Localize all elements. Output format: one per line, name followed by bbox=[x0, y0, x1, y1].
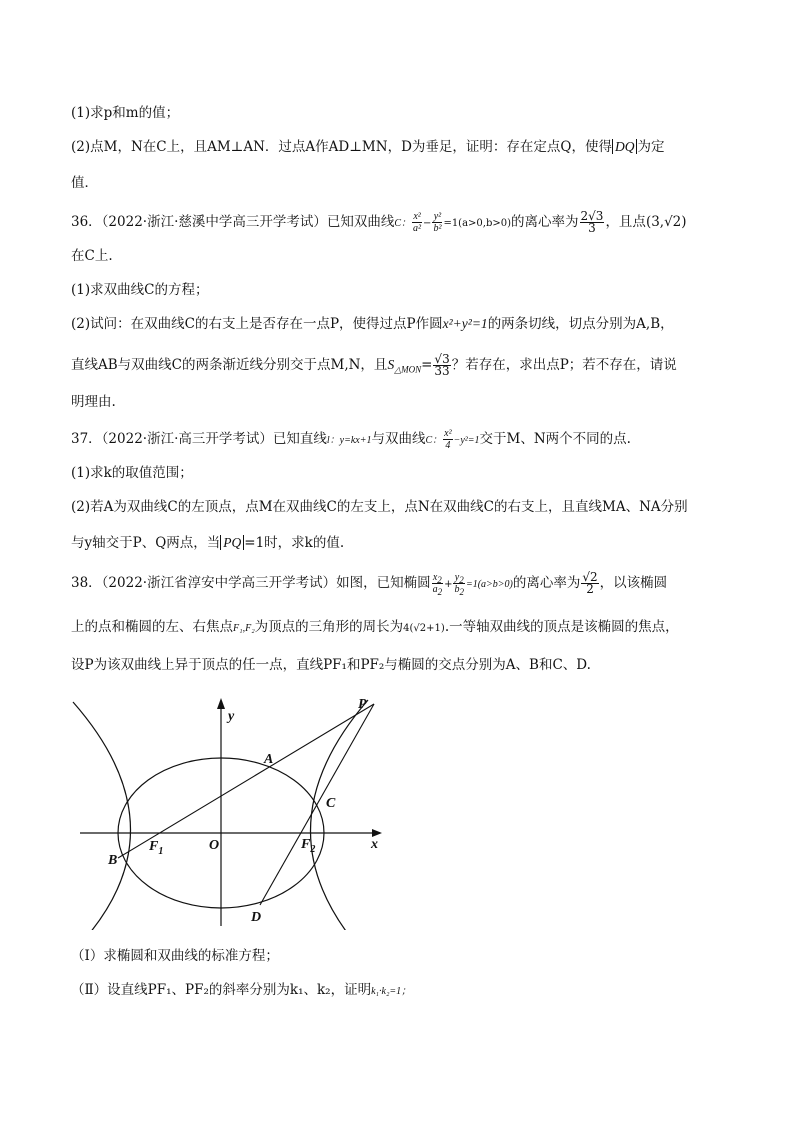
label-D: D bbox=[251, 910, 262, 925]
hyperbola-left-branch bbox=[73, 702, 131, 930]
q36-stem: 36．（2022·浙江·慈溪中学高三开学考试）已知双曲线C： $\frac{\text{x²}}{\text{a²}}$ − $\frac{\text{y²}}{\text{b²}}$ =1(a>0,b>0)的离心率为 $\frac{2√3}{3}$ ，且点(3,√2) bbox=[71, 209, 687, 235]
q38-figure bbox=[68, 690, 398, 930]
q35-part2: (2)点M，N在C上，且AM⊥AN．过点A作AD⊥MN，D为垂足，证明：存在定点Q，使得 DQ 为定 bbox=[71, 139, 665, 155]
label-F2: $F_2$ bbox=[301, 837, 316, 855]
q38-part2: （Ⅱ）设直线PF₁、PF₂的斜率分别为k₁、k₂，证明k₁·k₂=1； bbox=[71, 982, 412, 998]
q36-part2-cont: 直线AB与双曲线C的两条渐近线分别交于点M,N，且$S_{\triangle MON}=$ $\frac{√3}{33}$ ？若存在，求出点P；若不存在，请说 bbox=[71, 352, 677, 378]
label-A: A bbox=[264, 752, 274, 767]
label-y: y bbox=[228, 709, 235, 724]
q37-part1: (1)求k的取值范围； bbox=[71, 465, 193, 481]
q38-stem-line2: 上的点和椭圆的左、右焦点F₁,F₂为顶点的三角形的周长为4(√2+1).一等轴双曲线的顶点是该椭圆的焦点， bbox=[71, 619, 679, 635]
q35-part1: (1)求p和m的值； bbox=[71, 105, 180, 121]
label-x: x bbox=[371, 837, 378, 852]
hyperbola-right-branch bbox=[311, 700, 369, 930]
q36-part1: (1)求双曲线C的方程； bbox=[71, 282, 209, 298]
q36-part2-end: 明理由. bbox=[71, 394, 116, 410]
x-axis-arrow bbox=[372, 829, 382, 837]
q37-part2: (2)若A为双曲线C的左顶点，点M在双曲线C的左支上，点N在双曲线C的右支上，且直线MA、NA分别 bbox=[71, 499, 688, 515]
q37-stem: 37．（2022·浙江·高三开学考试）已知直线l：y=kx+1与双曲线C： $\frac{\text{x²}}{4}$ −y²=1交于M、N两个不同的点. bbox=[71, 428, 631, 451]
q37-part2-cont: 与y轴交于P、Q两点，当 PQ =1时，求k的值. bbox=[71, 535, 345, 551]
label-B: B bbox=[108, 853, 118, 868]
q35-part2-cont: 值． bbox=[71, 175, 98, 191]
label-O: O bbox=[209, 838, 220, 853]
y-axis-arrow bbox=[217, 698, 225, 709]
label-F1: $F_1$ bbox=[149, 839, 164, 857]
q36-stem-cont: 在C上. bbox=[71, 248, 113, 264]
label-P: P bbox=[358, 697, 367, 712]
q38-part1: （Ⅰ）求椭圆和双曲线的标准方程； bbox=[71, 948, 279, 964]
q36-part2: (2)试问：在双曲线C的右支上是否存在一点P，使得过点P作圆x²+y²=1的两条切线，切点分别为A,B， bbox=[71, 316, 674, 332]
label-C: C bbox=[326, 796, 336, 811]
q38-stem-line3: 设P为该双曲线上异于顶点的任一点，直线PF₁和PF₂与椭圆的交点分别为A、B和C、D. bbox=[71, 657, 591, 673]
q38-stem: 38．（2022·浙江省淳安中学高三开学考试）如图，已知椭圆 $\frac{x_2}{a_2}$ + $\frac{y_2}{b_2}$ =1(a>b>0)的离心率为 $\frac{√2}{2}$ ，以该椭圆 bbox=[71, 570, 668, 597]
line-PF1 bbox=[118, 704, 374, 858]
